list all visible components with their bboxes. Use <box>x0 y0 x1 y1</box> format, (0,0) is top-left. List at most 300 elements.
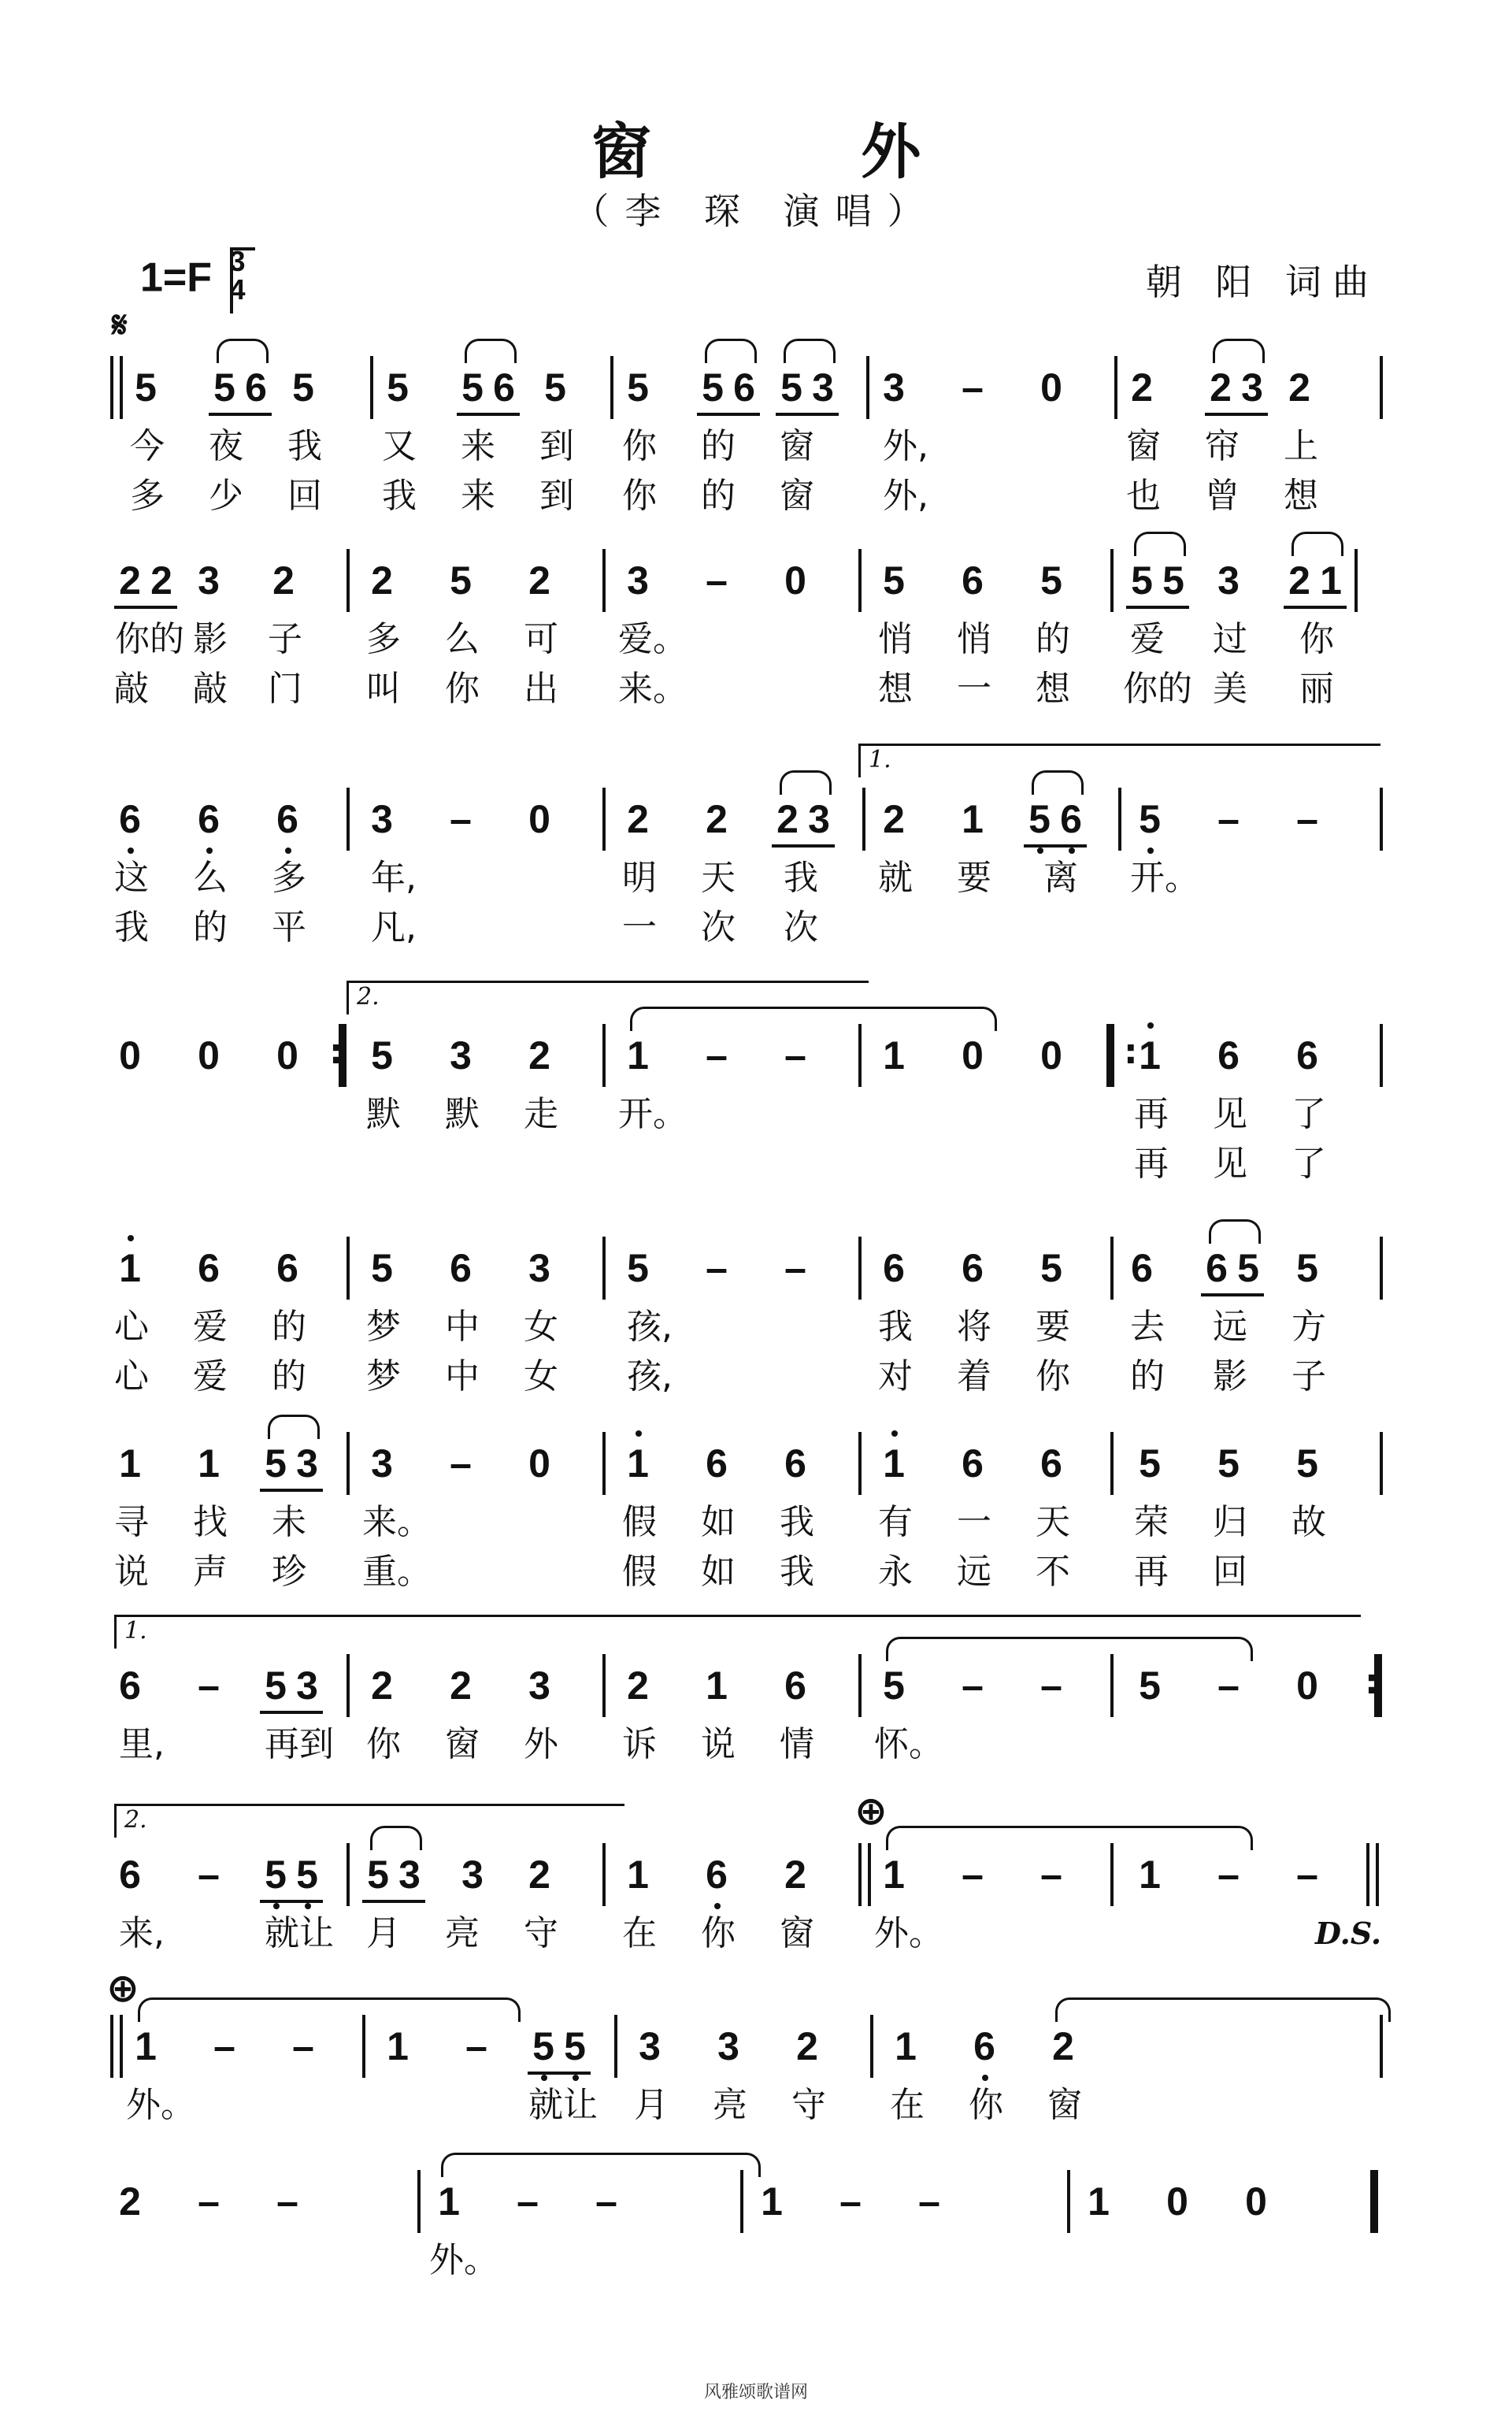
note: 3 <box>1241 365 1263 410</box>
lyric-syllable: 我 <box>780 1502 814 1542</box>
lyrics-verse1 <box>110 423 1394 470</box>
note: 2 <box>776 797 799 841</box>
barline <box>1110 1432 1114 1495</box>
lyric-syllable: 月 <box>634 2085 669 2125</box>
lyric-syllable: 窗 <box>1047 2085 1082 2125</box>
lyric-syllable: 的 <box>1130 1356 1165 1397</box>
lyric-syllable: 悄 <box>957 619 991 659</box>
beam-underline <box>1284 606 1347 609</box>
lyric-syllable: 了 <box>1292 1144 1326 1184</box>
note: 5 <box>461 365 484 410</box>
segno-icon: 𝄋 <box>112 303 128 346</box>
note: – <box>962 365 984 410</box>
note: 0 <box>1040 365 1062 410</box>
note: 1 <box>1139 1853 1161 1897</box>
lyric-syllable: 你 <box>1299 619 1334 659</box>
lyric-syllable: 帘 <box>1205 426 1240 466</box>
lyric-syllable: 来, <box>119 1913 165 1953</box>
volta-2-label: 2. <box>357 983 380 1011</box>
note: – <box>962 1853 984 1897</box>
lyric-syllable: 次 <box>701 907 736 948</box>
lyric-syllable: 窗 <box>1126 426 1161 466</box>
notes <box>110 1024 1394 1087</box>
note: – <box>276 2179 298 2224</box>
lyric-syllable: 这 <box>114 858 149 898</box>
beam-underline <box>260 1489 323 1492</box>
lyric-syllable: 默 <box>366 1094 401 1134</box>
volta-1-label: 1. <box>869 746 891 773</box>
barline <box>602 1654 606 1717</box>
lyric-syllable: 也 <box>1126 476 1161 516</box>
time-signature <box>230 247 246 304</box>
note: – <box>706 1246 728 1290</box>
ds-marking: D.S. <box>1315 1916 1382 1951</box>
note: 6 <box>114 788 146 851</box>
lyric-syllable: 声 <box>193 1552 228 1592</box>
barline <box>866 356 869 419</box>
note: 5 <box>1040 1246 1062 1290</box>
note: 0 <box>276 1033 298 1078</box>
note: – <box>784 1033 806 1078</box>
note: – <box>706 558 728 603</box>
slur-arc <box>705 339 757 363</box>
note: 3 <box>717 2024 739 2068</box>
beam-underline <box>457 413 520 416</box>
note: 1 <box>114 1237 146 1300</box>
lyric-syllable: 亮 <box>445 1913 480 1953</box>
lyric-syllable: 再 <box>1134 1552 1169 1592</box>
notes <box>110 788 1394 851</box>
barline <box>1380 1237 1383 1300</box>
lyric-syllable: 么 <box>445 619 480 659</box>
beam-underline <box>1126 606 1189 609</box>
lyric-syllable: 一 <box>622 907 657 948</box>
lyric-syllable: 窗 <box>780 1913 814 1953</box>
lyric-syllable: 你 <box>622 476 657 516</box>
lyric-syllable: 再到 <box>265 1724 334 1764</box>
note: – <box>517 2179 539 2224</box>
note: 0 <box>119 1033 141 1078</box>
lyric-syllable: 凡, <box>371 907 417 948</box>
note: – <box>1217 797 1240 841</box>
note: 2 <box>371 1664 393 1708</box>
note: 5 <box>387 365 409 410</box>
lyric-syllable: 我 <box>784 858 818 898</box>
lyric-syllable: 去 <box>1130 1307 1165 1347</box>
lyric-syllable: 如 <box>701 1552 736 1592</box>
lyric-syllable: 的 <box>701 476 736 516</box>
note: – <box>1217 1853 1240 1897</box>
lyric-syllable: 一 <box>957 669 991 709</box>
note: 5 <box>213 365 235 410</box>
note: 5 <box>1162 558 1184 603</box>
note: – <box>213 2024 235 2068</box>
lyric-syllable: 中 <box>445 1307 480 1347</box>
lyric-syllable: 月 <box>366 1913 401 1953</box>
note: 1 <box>627 1853 649 1897</box>
lyric-syllable: 要 <box>1036 1307 1070 1347</box>
note: 1 <box>883 1853 905 1897</box>
note: 6 <box>883 1246 905 1290</box>
note: 2 <box>706 797 728 841</box>
note: 0 <box>1245 2179 1267 2224</box>
slur-arc <box>465 339 517 363</box>
note: 1 <box>438 2179 460 2224</box>
beam-underline <box>1024 844 1087 848</box>
lyric-syllable: 少 <box>209 476 243 516</box>
note: 6 <box>962 558 984 603</box>
lyric-syllable: 走 <box>524 1094 558 1134</box>
note: 5 <box>292 365 314 410</box>
lyrics-verse1 <box>110 1304 1394 1351</box>
lyric-syllable: 开。 <box>1130 858 1199 898</box>
lyric-syllable: 要 <box>957 858 991 898</box>
barline <box>1370 2170 1378 2233</box>
lyric-syllable: 上 <box>1284 426 1318 466</box>
note: 2 <box>796 2024 818 2068</box>
barline <box>858 1024 862 1087</box>
lyric-syllable: 假 <box>622 1552 657 1592</box>
lyric-syllable: 女 <box>524 1307 558 1347</box>
lyric-syllable: 想 <box>1284 476 1318 516</box>
lyric-syllable: 假 <box>622 1502 657 1542</box>
barline <box>346 1654 350 1717</box>
note: 5 <box>559 2015 591 2078</box>
note: 3 <box>528 1246 550 1290</box>
lyrics-verse1 <box>110 1721 1394 1768</box>
barline <box>602 1237 606 1300</box>
note: 2 <box>1288 365 1310 410</box>
lyric-syllable: 多 <box>272 858 306 898</box>
barline <box>1380 2015 1383 2078</box>
note: – <box>1040 1664 1062 1708</box>
slur-arc <box>268 1415 320 1439</box>
note: – <box>292 2024 314 2068</box>
lyric-syllable: 丽 <box>1299 669 1334 709</box>
slur-arc <box>217 339 269 363</box>
lyric-syllable: 中 <box>445 1356 480 1397</box>
note: – <box>1040 1853 1062 1897</box>
lyric-syllable: 默 <box>445 1094 480 1134</box>
note: 5 <box>544 365 566 410</box>
lyric-syllable: 孩, <box>627 1356 673 1397</box>
note: 3 <box>371 1441 393 1486</box>
lyric-syllable: 方 <box>1292 1307 1326 1347</box>
lyric-syllable: 就 <box>878 858 913 898</box>
note: 3 <box>627 558 649 603</box>
barline <box>1374 1654 1382 1717</box>
lyrics-verse1 <box>110 2237 1394 2284</box>
lyric-syllable: 次 <box>784 907 818 948</box>
note: 5 <box>135 365 157 410</box>
lyric-syllable: 的 <box>193 907 228 948</box>
lyric-syllable: 夜 <box>209 426 243 466</box>
lyric-syllable: 来 <box>461 476 495 516</box>
note: – <box>450 1441 472 1486</box>
note: 6 <box>962 1441 984 1486</box>
note: 3 <box>198 558 220 603</box>
barline <box>610 356 613 419</box>
note: 2 <box>150 558 172 603</box>
note: 1 <box>706 1664 728 1708</box>
beam-underline <box>362 1900 425 1903</box>
barline <box>740 2170 743 2233</box>
barline <box>858 549 862 612</box>
note: 1 <box>119 1441 141 1486</box>
lyric-syllable: 回 <box>1213 1552 1247 1592</box>
slur-arc <box>1055 1997 1391 2022</box>
lyric-syllable: 来 <box>461 426 495 466</box>
note: 5 <box>883 1664 905 1708</box>
lyric-syllable: 找 <box>193 1502 228 1542</box>
note: 1 <box>895 2024 917 2068</box>
lyric-syllable: 珍 <box>272 1552 306 1592</box>
note: 2 <box>1131 365 1153 410</box>
lyric-syllable: 天 <box>1036 1502 1070 1542</box>
lyric-syllable: 寻 <box>114 1502 149 1542</box>
note: 5 <box>1131 558 1153 603</box>
lyric-syllable: 亮 <box>713 2085 747 2125</box>
barline <box>602 1843 606 1906</box>
barline <box>1106 1024 1114 1087</box>
note: 2 <box>627 1664 649 1708</box>
note: 5 <box>291 1843 323 1906</box>
note: 0 <box>1166 2179 1188 2224</box>
note: 3 <box>398 1853 421 1897</box>
lyric-syllable: 着 <box>957 1356 991 1397</box>
slur-arc <box>1032 770 1084 795</box>
note: 1 <box>1134 1024 1166 1087</box>
note: 6 <box>706 1441 728 1486</box>
lyric-syllable: 守 <box>791 2085 826 2125</box>
barline <box>858 1654 862 1717</box>
note: 6 <box>784 1441 806 1486</box>
lyric-syllable: 我 <box>878 1307 913 1347</box>
lyric-syllable: 你 <box>622 426 657 466</box>
lyric-syllable: 有 <box>878 1502 913 1542</box>
barline <box>602 549 606 612</box>
note: 5 <box>1024 788 1055 851</box>
lyric-syllable: 到 <box>539 476 574 516</box>
note: 1 <box>622 1432 654 1495</box>
beam-underline <box>776 413 839 416</box>
note: 6 <box>119 1664 141 1708</box>
note: 1 <box>878 1432 910 1495</box>
barline <box>346 549 350 612</box>
note: 5 <box>627 1246 649 1290</box>
volta-2b <box>114 1804 624 1838</box>
slur-arc <box>780 770 832 795</box>
note: 5 <box>371 1246 393 1290</box>
notes <box>110 1432 1394 1495</box>
note: 5 <box>1296 1441 1318 1486</box>
note: 6 <box>272 788 303 851</box>
lyric-syllable: 开。 <box>618 1094 687 1134</box>
barline <box>858 1843 862 1906</box>
slur-arc <box>784 339 836 363</box>
note: 6 <box>784 1664 806 1708</box>
note: 6 <box>198 1246 220 1290</box>
note: 6 <box>245 365 267 410</box>
slur-arc <box>441 2153 761 2177</box>
footer-watermark: 风雅颂歌谱网 <box>703 2383 808 2402</box>
time-top: 3 <box>229 245 246 277</box>
credit: 朝 阳 词曲 <box>1145 261 1380 303</box>
note: 2 <box>371 558 393 603</box>
barline <box>346 1237 350 1300</box>
key-signature <box>140 245 246 309</box>
barline <box>1110 1654 1114 1717</box>
notes <box>110 1654 1394 1717</box>
lyrics-verse1 <box>110 2082 1394 2129</box>
lyrics-verse1 <box>110 1499 1394 1546</box>
lyric-syllable: 来。 <box>362 1502 432 1542</box>
song-title: 窗 外 <box>591 117 1016 187</box>
slur-arc <box>886 1637 1253 1661</box>
lyric-syllable: 可 <box>524 619 558 659</box>
beam-underline <box>1205 413 1268 416</box>
note: 3 <box>528 1664 550 1708</box>
barline <box>362 2015 365 2078</box>
coda-icon-2: ⊕ <box>106 1965 139 2011</box>
barline <box>110 356 113 419</box>
note: 2 <box>528 1853 550 1897</box>
lyric-syllable: 的 <box>272 1356 306 1397</box>
notes <box>110 2170 1394 2233</box>
lyric-syllable: 爱 <box>193 1356 228 1397</box>
lyric-syllable: 外。 <box>874 1913 943 1953</box>
barline <box>1380 356 1383 419</box>
barline <box>1114 356 1117 419</box>
lyric-syllable: 窗 <box>780 426 814 466</box>
barline <box>1110 549 1114 612</box>
lyric-syllable: 我 <box>287 426 322 466</box>
note: 1 <box>962 797 984 841</box>
note: 3 <box>883 365 905 410</box>
note: 5 <box>528 2015 559 2078</box>
lyric-syllable: 你 <box>701 1913 736 1953</box>
lyric-syllable: 你的 <box>115 619 184 659</box>
barline <box>417 2170 421 2233</box>
note: 2 <box>1052 2024 1074 2068</box>
lyric-syllable: 你 <box>366 1724 401 1764</box>
beam-underline <box>114 606 177 609</box>
note: 2 <box>784 1853 806 1897</box>
note: 0 <box>528 797 550 841</box>
lyric-syllable: 爱 <box>193 1307 228 1347</box>
beam-underline <box>772 844 835 848</box>
barline <box>858 1432 862 1495</box>
lyric-syllable: 我 <box>780 1552 814 1592</box>
note: 0 <box>528 1441 550 1486</box>
lyric-syllable: 离 <box>1043 858 1078 898</box>
lyric-syllable: 不 <box>1036 1552 1070 1592</box>
note: – <box>1217 1664 1240 1708</box>
beam-underline <box>697 413 760 416</box>
note: 5 <box>367 1853 389 1897</box>
note: – <box>450 797 472 841</box>
note: 0 <box>962 1033 984 1078</box>
note: 1 <box>387 2024 409 2068</box>
barline <box>110 2015 113 2078</box>
notes <box>110 549 1394 612</box>
note: 5 <box>1040 558 1062 603</box>
lyric-syllable: 外, <box>883 426 928 466</box>
lyric-syllable: 故 <box>1292 1502 1326 1542</box>
note: 5 <box>1217 1441 1240 1486</box>
note: 5 <box>371 1033 393 1078</box>
lyric-syllable: 诉 <box>622 1724 657 1764</box>
note: 5 <box>1139 1441 1161 1486</box>
lyric-syllable: 远 <box>957 1552 991 1592</box>
lyric-syllable: 永 <box>878 1552 913 1592</box>
note: 3 <box>812 365 834 410</box>
lyric-syllable: 外 <box>524 1724 558 1764</box>
lyric-syllable: 子 <box>268 619 302 659</box>
lyric-syllable: 心 <box>114 1307 149 1347</box>
note: 5 <box>260 1843 291 1906</box>
slur-arc <box>886 1826 1253 1850</box>
barline <box>1380 788 1383 851</box>
volta-1b-label: 1. <box>124 1617 147 1645</box>
note: 1 <box>1088 2179 1110 2224</box>
lyric-syllable: 女 <box>524 1356 558 1397</box>
note: 5 <box>780 365 802 410</box>
lyric-syllable: 爱 <box>1130 619 1165 659</box>
note: 1 <box>761 2179 783 2224</box>
barline <box>1118 788 1121 851</box>
barline <box>602 788 606 851</box>
volta-2b-label: 2. <box>124 1806 147 1834</box>
lyric-syllable: 过 <box>1213 619 1247 659</box>
lyric-syllable: 情 <box>780 1724 814 1764</box>
lyrics-verse2 <box>110 1549 1394 1596</box>
lyric-syllable: 了 <box>1292 1094 1326 1134</box>
lyric-syllable: 影 <box>1213 1356 1247 1397</box>
time-bar <box>230 247 255 313</box>
lyric-syllable: 远 <box>1213 1307 1247 1347</box>
lyric-syllable: 里, <box>119 1724 165 1764</box>
note: 2 <box>1288 558 1310 603</box>
lyric-syllable: 怀。 <box>874 1724 943 1764</box>
note: – <box>1296 1853 1318 1897</box>
lyric-syllable: 敲 <box>193 669 228 709</box>
note: 2 <box>119 558 141 603</box>
note: 5 <box>265 1664 287 1708</box>
barline <box>346 1843 350 1906</box>
lyric-syllable: 又 <box>382 426 417 466</box>
lyric-syllable: 影 <box>193 619 228 659</box>
note: 6 <box>493 365 515 410</box>
lyric-syllable: 想 <box>1036 669 1070 709</box>
lyric-syllable: 在 <box>622 1913 657 1953</box>
time-bottom: 4 <box>229 273 246 306</box>
lyric-syllable: 一 <box>957 1502 991 1542</box>
note: – <box>198 2179 220 2224</box>
barline <box>1110 1237 1114 1300</box>
lyric-syllable: 多 <box>130 476 165 516</box>
lyric-syllable: 孩, <box>627 1307 673 1347</box>
note: 6 <box>962 1246 984 1290</box>
note: – <box>839 2179 862 2224</box>
lyric-syllable: 再 <box>1134 1144 1169 1184</box>
note: 2 <box>883 797 905 841</box>
note: 3 <box>639 2024 661 2068</box>
lyric-syllable: 外, <box>883 476 928 516</box>
note: 1 <box>883 1033 905 1078</box>
lyric-syllable: 再 <box>1134 1094 1169 1134</box>
note: 2 <box>528 558 550 603</box>
